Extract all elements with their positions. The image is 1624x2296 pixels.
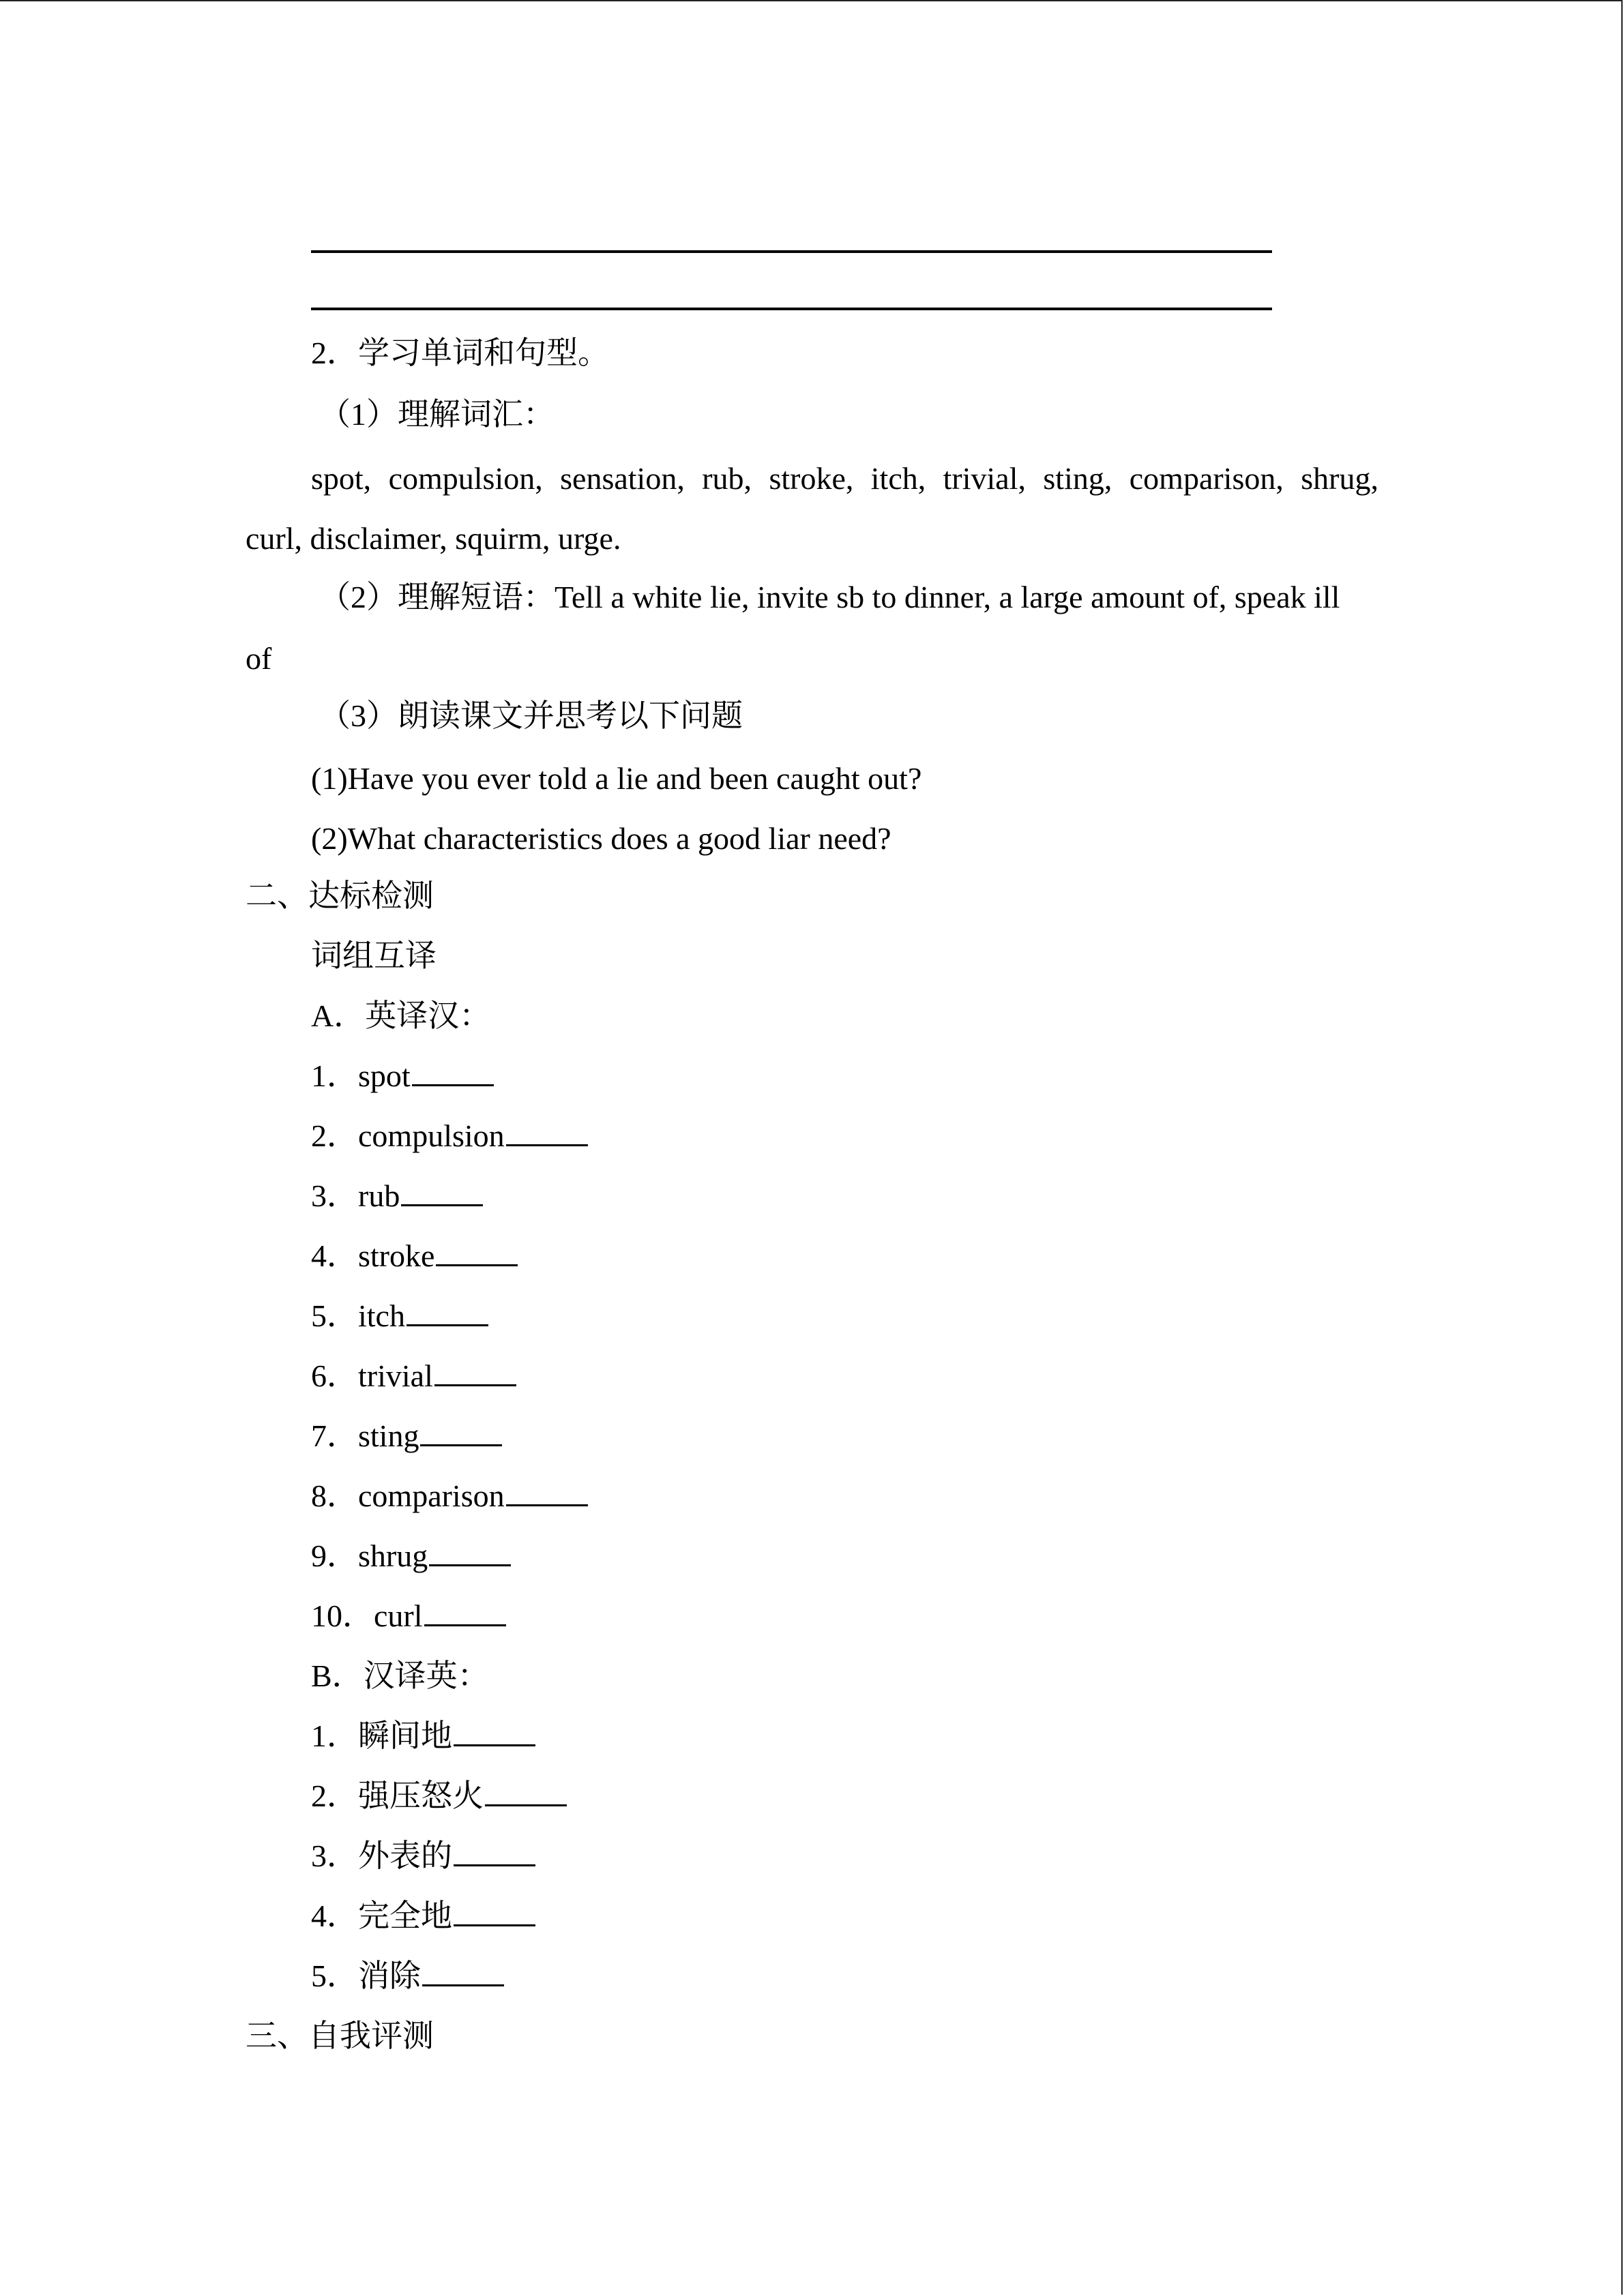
item-number: 1． [311,1718,358,1753]
question-1: (1)Have you ever told a lie and been caught out? [311,761,922,796]
list-item [311,1716,535,1757]
list-item [311,1536,511,1577]
list-item [311,1596,506,1637]
part-a-title: A．英译汉： [311,998,491,1033]
item-number: 3． [311,1178,358,1213]
answer-blank[interactable] [422,1958,504,1986]
item-number: 4． [311,1898,358,1933]
item-word: rub [358,1178,400,1213]
question-2: (2)What characteristics does a good liar need? [311,821,891,856]
list-item [311,1176,483,1217]
answer-blank[interactable] [420,1418,502,1446]
vocab-word: stroke, [769,461,854,496]
item-word: stroke [358,1238,435,1273]
vocab-label: （1）理解词汇： [319,397,555,432]
phrases-line-2: of [246,641,272,676]
item-number: 3． [311,1838,358,1873]
answer-blank[interactable] [454,1718,535,1746]
item-word: shrug [358,1538,428,1573]
vocab-word: rub, [702,461,752,496]
answer-blank[interactable] [454,1838,535,1866]
list-item [311,1476,588,1517]
item-number: 10． [311,1598,374,1633]
list-item [311,1896,535,1937]
answer-blank[interactable] [454,1898,535,1926]
item-number: 1． [311,1058,358,1093]
item-word: compulsion [358,1118,505,1153]
answer-blank[interactable] [401,1178,483,1206]
list-item [311,1056,494,1097]
questions-label: （3）朗读课文并思考以下问题 [319,698,743,733]
item-word: comparison [358,1478,505,1513]
answer-blank[interactable] [506,1118,588,1146]
vocab-word: shrug, [1301,461,1378,496]
list-item [311,1776,567,1817]
item-number: 9． [311,1538,358,1573]
item-word: 完全地 [358,1898,452,1933]
item-word: 消除 [358,1958,421,1993]
item-word: trivial [358,1358,433,1393]
item-number: 5． [311,1298,358,1333]
list-item [311,1116,588,1157]
answer-blank[interactable] [407,1298,488,1326]
answer-blank[interactable] [485,1778,567,1806]
answer-blank[interactable] [429,1538,511,1566]
answer-blank[interactable] [412,1058,494,1086]
vocab-line-2: curl, disclaimer, squirm, urge. [246,521,621,556]
list-item [311,1956,504,1997]
phrases-line-1: （2）理解短语：Tell a white lie, invite sb to dinner, a large amount of, speak ill [319,580,1340,614]
vocab-word: comparison, [1129,461,1284,496]
answer-blank[interactable] [424,1598,506,1626]
list-item [311,1416,502,1457]
item-word: sting [358,1418,419,1453]
vocab-word: sensation, [560,461,685,496]
item-number: 2． [311,1118,358,1153]
vocab-line-1 [311,458,1378,499]
item-word: 外表的 [358,1838,452,1873]
item-2-title: 2．学习单词和句型。 [311,336,609,370]
vocab-word: spot, [311,461,372,496]
answer-blank[interactable] [436,1238,518,1266]
answer-line-2 [311,308,1272,310]
answer-blank[interactable] [506,1478,588,1506]
section-2-title: 二、达标检测 [246,878,434,913]
vocab-word: trivial, [943,461,1026,496]
vocab-word: sting, [1043,461,1112,496]
item-word: curl [374,1598,423,1633]
item-number: 6． [311,1358,358,1393]
part-b-title: B．汉译英： [311,1658,489,1693]
item-word: spot [358,1058,411,1093]
list-item [311,1236,518,1277]
answer-blank[interactable] [434,1358,516,1386]
answer-line-1 [311,250,1272,253]
section-2-subtitle: 词组互译 [311,938,437,973]
item-number: 4． [311,1238,358,1273]
list-item [311,1296,488,1337]
list-item [311,1356,516,1397]
section-3-title: 三、自我评测 [246,2018,434,2053]
item-number: 2． [311,1778,358,1813]
list-item [311,1836,535,1877]
vocab-word: compulsion, [388,461,543,496]
item-word: 瞬间地 [358,1718,452,1753]
item-word: 强压怒火 [358,1778,484,1813]
item-number: 5． [311,1958,358,1993]
item-number: 7． [311,1418,358,1453]
vocab-word: itch, [870,461,926,496]
item-number: 8． [311,1478,358,1513]
item-word: itch [358,1298,405,1333]
